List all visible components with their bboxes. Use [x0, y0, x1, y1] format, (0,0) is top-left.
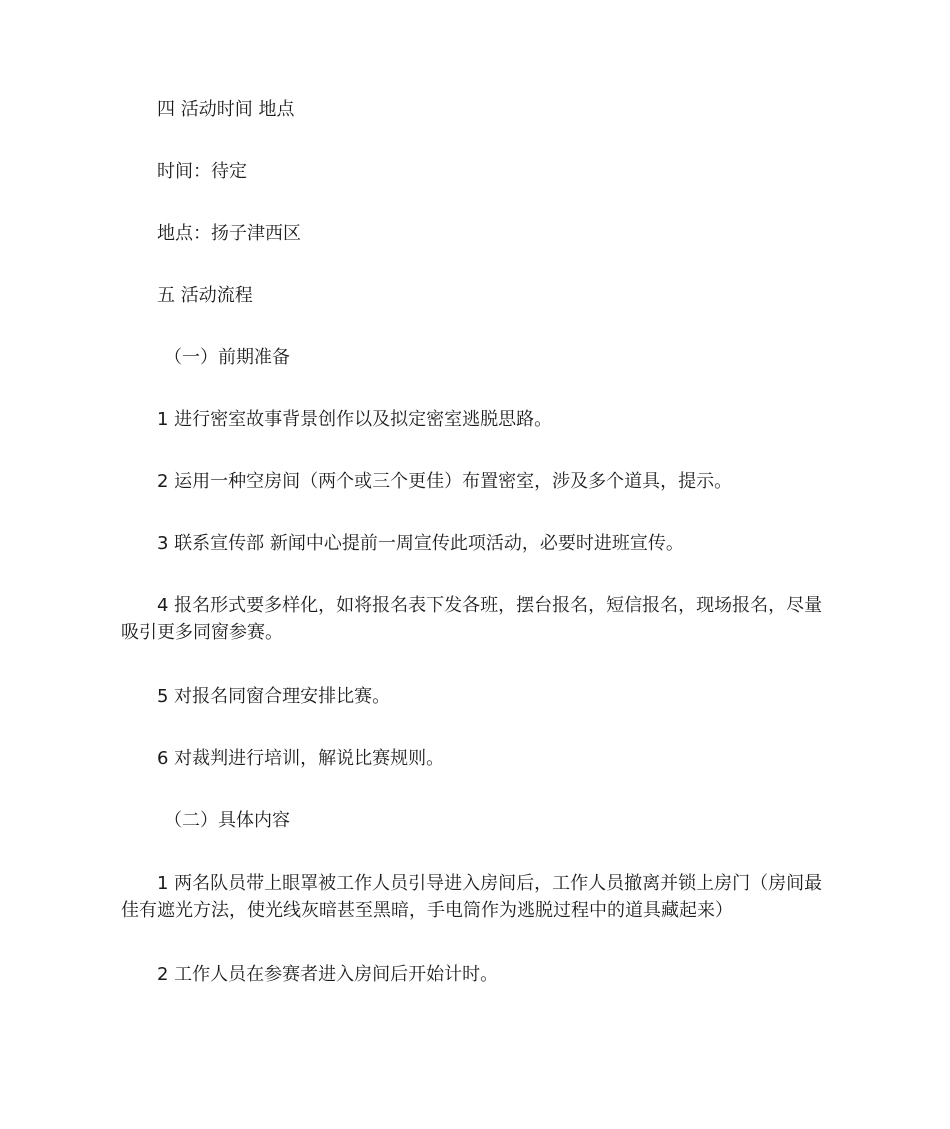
- prep-item-2: 2 运用一种空房间（两个或三个更佳）布置密室，涉及多个道具，提示。: [157, 471, 733, 492]
- content-item-1: 1 两名队员带上眼罩被工作人员引导进入房间后，工作人员撤离并锁上房门（房间最佳有遮光方法，使光线灰暗甚至黑暗，手电筒作为逃脱过程中的道具藏起来）: [121, 873, 823, 921]
- location-line: 地点：扬子津西区: [157, 223, 301, 244]
- content-item-2: 2 工作人员在参赛者进入房间后开始计时。: [157, 964, 499, 985]
- prep-item-5: 5 对报名同窗合理安排比赛。: [157, 686, 391, 707]
- subsection-heading-content: （二）具体内容: [164, 810, 290, 831]
- section-heading-process: 五 活动流程: [157, 285, 253, 306]
- time-line: 时间：待定: [157, 161, 247, 182]
- prep-item-4: 4 报名形式要多样化，如将报名表下发各班，摆台报名，短信报名，现场报名，尽量吸引更多同窗参赛。: [121, 595, 823, 643]
- prep-item-3: 3 联系宣传部 新闻中心提前一周宣传此项活动，必要时进班宣传。: [157, 533, 684, 554]
- section-heading-time-location: 四 活动时间 地点: [157, 99, 295, 120]
- prep-item-1: 1 进行密室故事背景创作以及拟定密室逃脱思路。: [157, 409, 553, 430]
- subsection-heading-preparation: （一）前期准备: [164, 347, 290, 368]
- prep-item-6: 6 对裁判进行培训，解说比赛规则。: [157, 748, 445, 769]
